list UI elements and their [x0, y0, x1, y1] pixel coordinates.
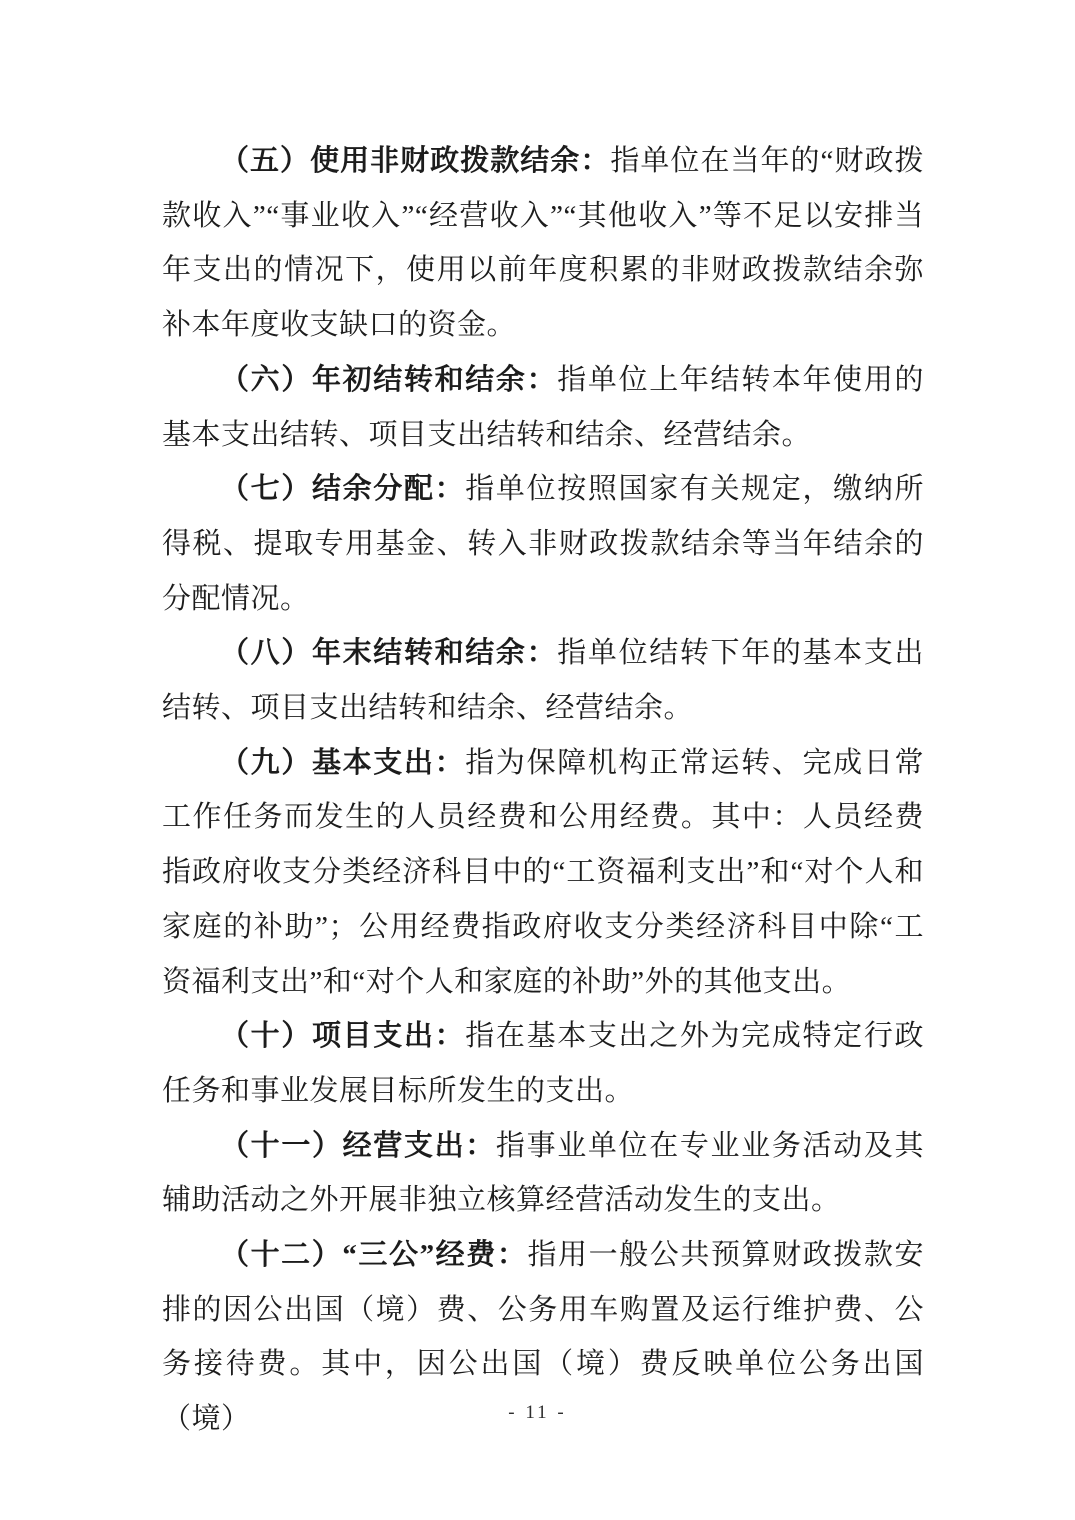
definition-paragraph [162, 134, 924, 353]
definition-term: （十一）经营支出： [220, 1129, 496, 1162]
definition-text: 指单位结转下年的基本支出结转、项目支出结转和结余、经营结余。 [162, 637, 924, 725]
definition-paragraph [162, 1009, 924, 1118]
definition-term: （八）年末结转和结余： [220, 637, 558, 670]
definition-term: （六）年初结转和结余： [220, 363, 558, 396]
definition-text: 指事业单位在专业业务活动及其辅助活动之外开展非独立核算经营活动发生的支出。 [162, 1129, 924, 1217]
definition-text: 指在基本支出之外为完成特定行政任务和事业发展目标所发生的支出。 [162, 1020, 924, 1107]
definition-text: 指单位按照国家有关规定，缴纳所得税、提取专用基金、转入非财政拨款结余等当年结余的分配情况。 [162, 473, 924, 615]
definition-paragraph [162, 353, 924, 462]
definition-text: 指单位在当年的“财政拨款收入”“事业收入”“经营收入”“其他收入”等不足以安排当年支出的情况下，使用以前年度积累的非财政拨款结余弥补本年度收支缺口的资金。 [162, 145, 924, 342]
definition-term: （十）项目支出： [220, 1020, 466, 1053]
definition-term: （十二）“三公”经费： [220, 1239, 528, 1272]
page-number: - 11 - [508, 1402, 567, 1423]
definition-term: （五）使用非财政拨款结余： [220, 145, 611, 177]
definition-term: （七）结余分配： [220, 473, 466, 506]
definition-paragraph [162, 462, 924, 626]
definition-text: 指单位上年结转本年使用的基本支出结转、项目支出结转和结余、经营结余。 [162, 363, 924, 451]
definition-paragraph [162, 1119, 924, 1228]
definition-text: 指用一般公共预算财政拨款安排的因公出国（境）费、公务用车购置及运行维护费、公务接待费。其中，因公出国（境）费反映单位公务出国（境） [162, 1239, 924, 1436]
document-body [162, 134, 924, 1447]
definition-paragraph [162, 736, 924, 1010]
definition-term: （九）基本支出： [220, 746, 466, 779]
definition-paragraph [162, 626, 924, 735]
definition-text: 指为保障机构正常运转、完成日常工作任务而发生的人员经费和公用经费。其中：人员经费指政府收支分类经济科目中的“工资福利支出”和“对个人和家庭的补助”；公用经费指政府收支分类经济科目中除“工资福利支出”和“对个人和家庭的补助”外的其他支出。 [162, 746, 924, 998]
